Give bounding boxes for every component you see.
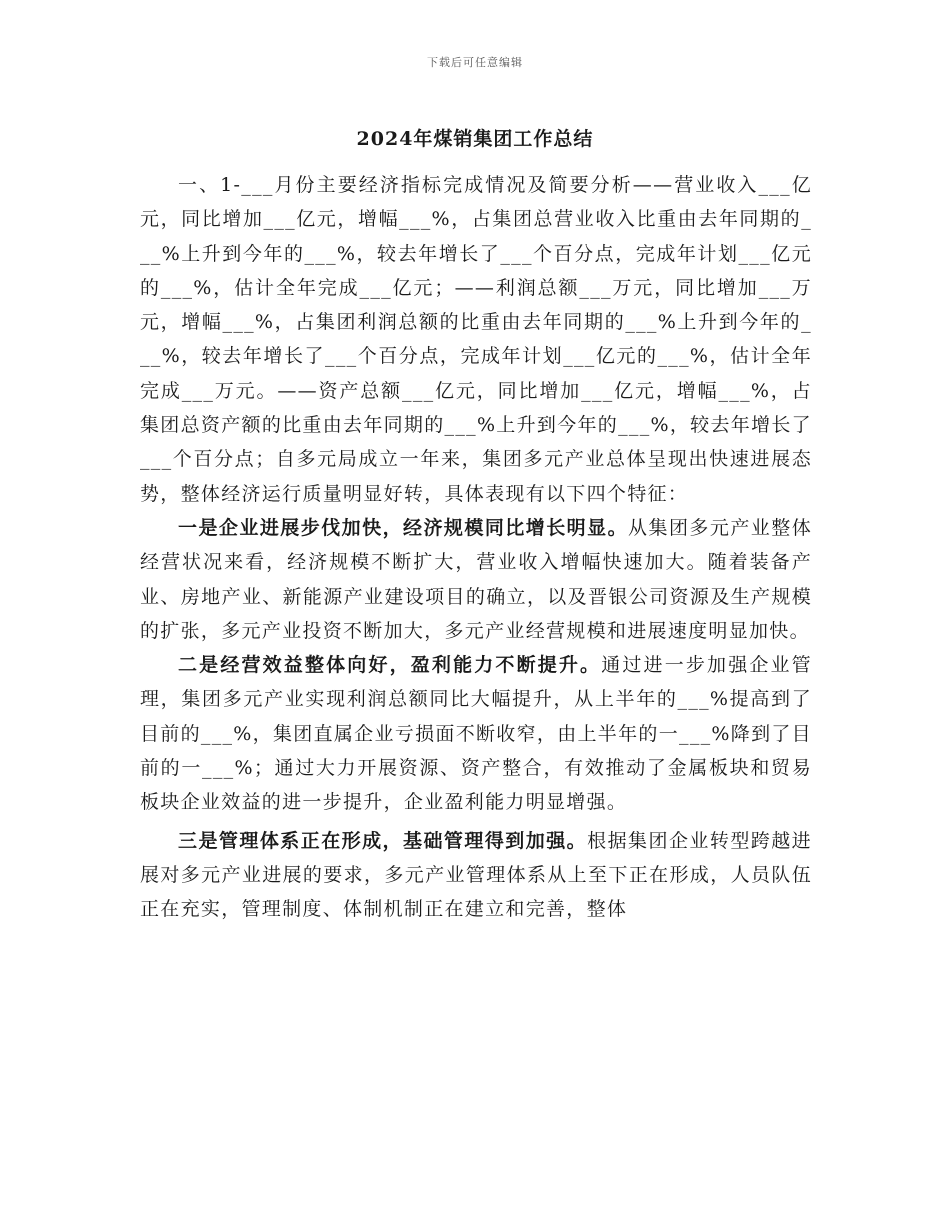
- paragraph-lead: 二是经营效益整体向好，盈利能力不断提升。: [178, 654, 602, 677]
- document-body: [140, 168, 812, 927]
- paragraph-feature-three: [140, 824, 812, 927]
- paragraph-feature-two: [140, 648, 812, 819]
- paragraph-text: 从集团多元产业整体经营状况来看，经济规模不断扩大，营业收入增幅快速加大。随着装备产业、房地产业、新能源产业建设项目的确立，以及晋银公司资源及生产规模的扩张，多元产业投资不断加大，多元产业经营规模和进展速度明显加快。: [140, 516, 812, 642]
- document-title: 2024年煤销集团工作总结: [356, 128, 594, 150]
- paragraph-intro: [140, 168, 812, 511]
- paragraph-lead: 一是企业进展步伐加快，经济规模同比增长明显。: [178, 516, 629, 539]
- paragraph-text: 通过进一步加强企业管理，集团多元产业实现利润总额同比大幅提升，从上半年的___%提高到了目前的___%，集团直属企业亏损面不断收窄，由上半年的一___%降到了目前的一___%；通过大力开展资源、资产整合，有效推动了金属板块和贸易板块企业效益的进一步提升，企业盈利能力明显增强。: [140, 654, 812, 814]
- paragraph-text: 一、1-___月份主要经济指标完成情况及简要分析——营业收入___亿元，同比增加___亿元，增幅___%，占集团总营业收入比重由去年同期的___%上升到今年的___%，较去年增长了___个百分点，完成年计划___亿元的___%，估计全年完成___亿元；——利润总额___万元，同比增加___万元，增幅___%，占集团利润总额的比重由去年同期的___%上升到今年的___%，较去年增长了___个百分点，完成年计划___亿元的___%，估计全年完成___万元。——资产总额___亿元，同比增加___亿元，增幅___%，占集团总资产额的比重由去年同期的___%上升到今年的___%，较去年增长了___个百分点；自多元局成立一年来，集团多元产业总体呈现出快速进展态势，整体经济运行质量明显好转，具体表现有以下四个特征：: [140, 174, 812, 505]
- paragraph-text: 根据集团企业转型跨越进展对多元产业进展的要求，多元产业管理体系从上至下正在形成，人员队伍正在充实，管理制度、体制机制正在建立和完善，整体: [140, 829, 812, 921]
- paragraph-lead: 三是管理体系正在形成，基础管理得到加强。: [178, 829, 588, 852]
- header-note: 下载后可任意编辑: [427, 56, 523, 69]
- paragraph-feature-one: [140, 511, 812, 648]
